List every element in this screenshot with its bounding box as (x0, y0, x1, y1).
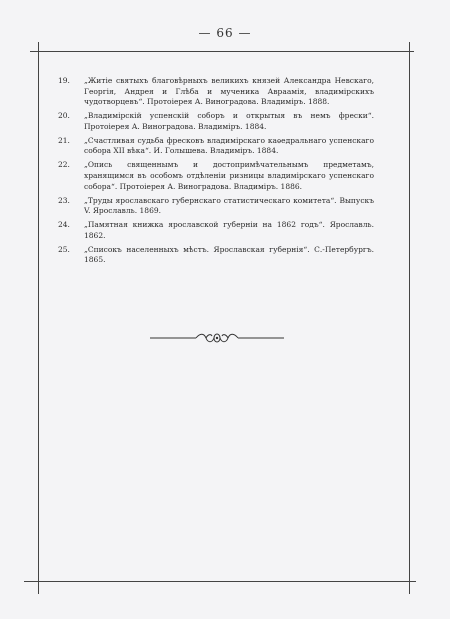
decorative-ornament (150, 331, 284, 345)
bibliography-entry-20 (58, 111, 374, 132)
bibliography-list (58, 76, 374, 269)
entry-text: „Труды ярославскаго губернскаго статистическаго комитета“. Выпускъ V. Ярославль. 1869. (84, 195, 374, 216)
entry-number: 21. (58, 135, 70, 145)
bibliography-entry-23 (58, 196, 374, 217)
entry-text: „Списокъ населенныхъ мѣстъ. Ярославская губернія“. С.-Петербургъ. 1865. (84, 244, 374, 265)
entry-text: „Житіе святыхъ благовѣрныхъ великихъ князей Александра Невскаго, Георгія, Андрея и Глѣба и мученика Авраамія, владимірскихъ чудотворцевъ“. Протоіерея А. Виноградова. Владиміръ. 1888. (84, 76, 374, 107)
entry-number: 24. (58, 220, 70, 230)
bibliography-entry-21 (58, 136, 374, 157)
bibliography-entry-25 (58, 245, 374, 266)
entry-text: „Памятная книжка ярославской губерніи на 1862 годъ“. Ярославль. 1862. (84, 220, 374, 240)
left-rule (38, 42, 39, 594)
entry-number: 23. (58, 195, 70, 205)
entry-number: 19. (58, 76, 70, 85)
bottom-rule (24, 581, 416, 582)
entry-text: „Опись священнымъ и достопримѣчательнымъ предметамъ, хранящимся въ особомъ отдѣленіи ризницы владимірскаго успенскаго собора“. Протоіерея А. Виноградова. Владиміръ. 1886. (84, 160, 374, 191)
entry-text: „Счастливая судьба фресковъ владимірскаго каѳедральнаго успенскаго собора XII вѣка“. И. Голышева. Владиміръ. 1884. (84, 135, 374, 156)
bibliography-entry-24 (58, 220, 374, 241)
bibliography-entry-19 (58, 76, 374, 108)
entry-number: 20. (58, 111, 70, 121)
entry-number: 22. (58, 160, 70, 170)
entry-text: „Владимірскій успенскій соборъ и открытыя въ немъ фрески“. Протоіерея А. Виноградова. Владиміръ. 1884. (84, 111, 374, 131)
bibliography-entry-22 (58, 160, 374, 192)
page-number: — 66 — (198, 26, 252, 40)
right-rule (409, 42, 410, 594)
top-rule (30, 51, 414, 52)
entry-number: 25. (58, 244, 70, 254)
